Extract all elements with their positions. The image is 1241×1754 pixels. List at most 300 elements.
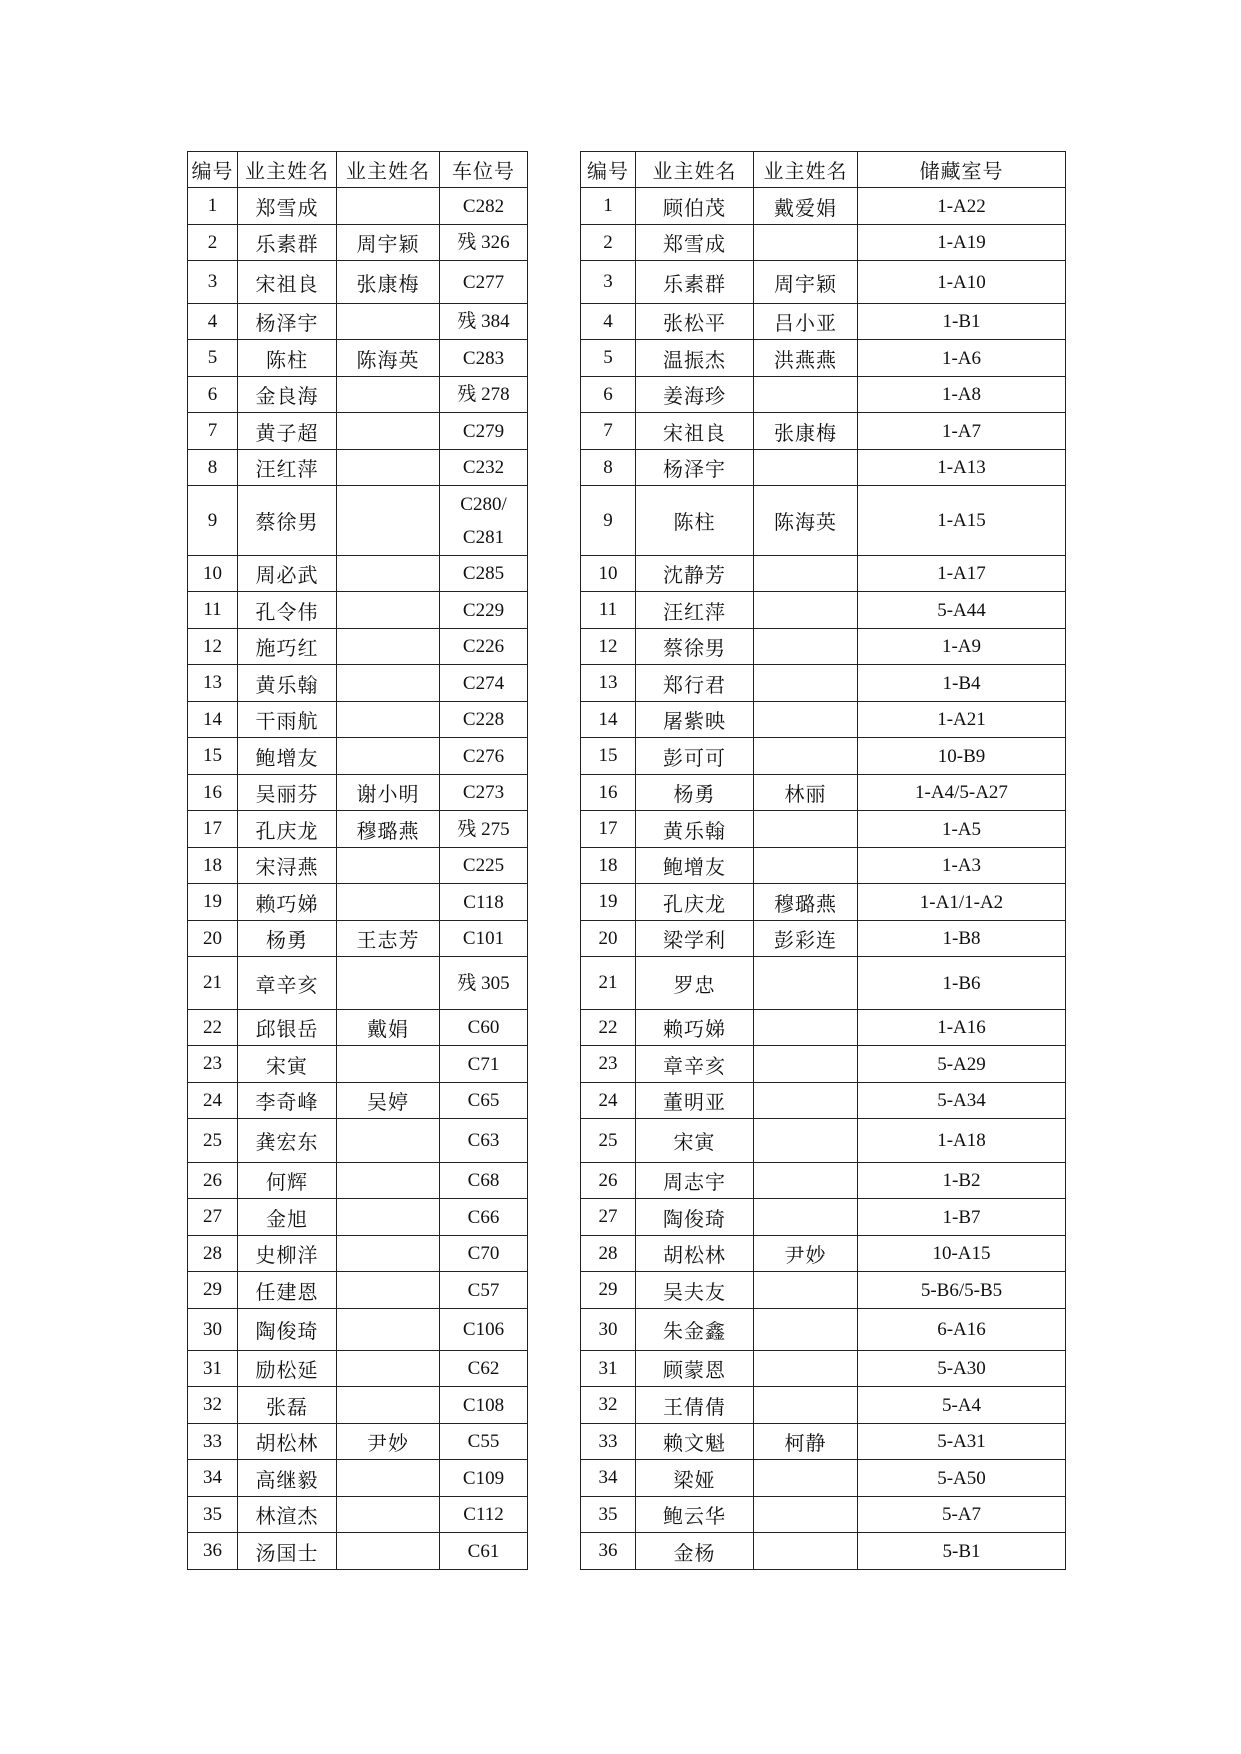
storage-room-number: 5-B1 — [858, 1533, 1066, 1570]
storage-room-number: 1-A13 — [858, 450, 1066, 486]
storage-room-number: 10-A15 — [858, 1236, 1066, 1272]
table-row — [581, 884, 1066, 921]
table-row — [581, 486, 1066, 556]
parking-space-number: 残 326 — [440, 225, 528, 261]
row-number: 22 — [188, 1010, 238, 1046]
co-owner-name: 陈海英 — [754, 486, 858, 556]
co-owner-name — [337, 304, 440, 340]
table-row — [581, 450, 1066, 486]
parking-space-number: C226 — [440, 629, 528, 665]
owner-name: 周志宇 — [636, 1163, 754, 1199]
row-number: 2 — [581, 225, 636, 261]
col-header-co-owner-name: 业主姓名 — [754, 152, 858, 188]
co-owner-name — [337, 1119, 440, 1163]
row-number: 12 — [188, 629, 238, 665]
parking-space-number: C285 — [440, 556, 528, 592]
co-owner-name — [337, 1163, 440, 1199]
owner-name: 孔庆龙 — [238, 811, 337, 848]
co-owner-name — [337, 884, 440, 921]
owner-name: 陶俊琦 — [636, 1199, 754, 1236]
storage-room-number: 5-A29 — [858, 1046, 1066, 1083]
col-header-storage-room: 储藏室号 — [858, 152, 1066, 188]
parking-space-number: 残 384 — [440, 304, 528, 340]
co-owner-name — [337, 665, 440, 702]
parking-space-number: C273 — [440, 775, 528, 811]
storage-room-number: 1-B4 — [858, 665, 1066, 702]
row-number: 31 — [581, 1351, 636, 1387]
owner-name: 章辛亥 — [238, 957, 337, 1010]
table-row — [581, 1533, 1066, 1570]
row-number: 3 — [188, 261, 238, 304]
table-row — [188, 188, 528, 225]
table-row — [188, 921, 528, 957]
table-row — [581, 556, 1066, 592]
row-number: 30 — [581, 1309, 636, 1351]
owner-name: 金良海 — [238, 377, 337, 413]
co-owner-name — [337, 377, 440, 413]
storage-room-number: 1-A21 — [858, 702, 1066, 738]
owner-name: 梁娅 — [636, 1460, 754, 1497]
row-number: 19 — [581, 884, 636, 921]
parking-space-number: C118 — [440, 884, 528, 921]
col-header-number: 编号 — [581, 152, 636, 188]
owner-name: 顾伯茂 — [636, 188, 754, 225]
co-owner-name — [754, 1163, 858, 1199]
table-row — [188, 811, 528, 848]
table-row — [581, 1309, 1066, 1351]
row-number: 12 — [581, 629, 636, 665]
row-number: 10 — [188, 556, 238, 592]
co-owner-name — [337, 188, 440, 225]
row-number: 1 — [188, 188, 238, 225]
co-owner-name — [754, 1309, 858, 1351]
table-row — [188, 1083, 528, 1119]
owner-name: 何辉 — [238, 1163, 337, 1199]
owner-name: 吴夫友 — [636, 1272, 754, 1309]
owner-name: 陈柱 — [636, 486, 754, 556]
row-number: 11 — [188, 592, 238, 629]
owner-name: 金旭 — [238, 1199, 337, 1236]
owner-name: 董明亚 — [636, 1083, 754, 1119]
row-number: 2 — [188, 225, 238, 261]
row-number: 20 — [188, 921, 238, 957]
owner-name: 姜海珍 — [636, 377, 754, 413]
table-row — [188, 592, 528, 629]
table-row — [188, 1236, 528, 1272]
owner-name: 蔡徐男 — [238, 486, 337, 556]
table-row — [188, 702, 528, 738]
row-number: 16 — [581, 775, 636, 811]
co-owner-name: 周宇颖 — [337, 225, 440, 261]
parking-space-number: C101 — [440, 921, 528, 957]
co-owner-name — [754, 1046, 858, 1083]
co-owner-name — [337, 1533, 440, 1570]
co-owner-name — [337, 1351, 440, 1387]
co-owner-name — [754, 738, 858, 775]
row-number: 17 — [188, 811, 238, 848]
owner-name: 任建恩 — [238, 1272, 337, 1309]
co-owner-name — [337, 738, 440, 775]
table-row — [188, 629, 528, 665]
co-owner-name — [754, 225, 858, 261]
owner-name: 顾蒙恩 — [636, 1351, 754, 1387]
owner-name: 龚宏东 — [238, 1119, 337, 1163]
owner-name: 金杨 — [636, 1533, 754, 1570]
row-number: 36 — [188, 1533, 238, 1570]
table-row — [188, 848, 528, 884]
storage-room-number: 1-B7 — [858, 1199, 1066, 1236]
owner-name: 汤国士 — [238, 1533, 337, 1570]
table-row — [581, 1119, 1066, 1163]
owner-name: 杨勇 — [238, 921, 337, 957]
table-row — [581, 225, 1066, 261]
co-owner-name — [337, 1460, 440, 1497]
parking-space-number: C106 — [440, 1309, 528, 1351]
co-owner-name — [754, 1351, 858, 1387]
co-owner-name — [754, 811, 858, 848]
co-owner-name: 尹妙 — [337, 1424, 440, 1460]
row-number: 28 — [188, 1236, 238, 1272]
owner-name: 林渲杰 — [238, 1497, 337, 1533]
storage-room-table — [580, 151, 1066, 1570]
table-row — [188, 665, 528, 702]
table-row — [188, 1460, 528, 1497]
owner-name: 孔令伟 — [238, 592, 337, 629]
parking-space-number: C66 — [440, 1199, 528, 1236]
owner-name: 邱银岳 — [238, 1010, 337, 1046]
storage-room-number: 1-A18 — [858, 1119, 1066, 1163]
owner-name: 屠紫映 — [636, 702, 754, 738]
owner-name: 鲍增友 — [636, 848, 754, 884]
parking-space-number: C279 — [440, 413, 528, 450]
table-row — [188, 486, 528, 556]
table-row — [581, 377, 1066, 413]
owner-name: 宋寅 — [636, 1119, 754, 1163]
storage-room-number: 1-A3 — [858, 848, 1066, 884]
parking-space-number: C62 — [440, 1351, 528, 1387]
table-row — [581, 1199, 1066, 1236]
parking-space-number: C57 — [440, 1272, 528, 1309]
storage-room-number: 1-A8 — [858, 377, 1066, 413]
co-owner-name — [754, 629, 858, 665]
parking-space-number: C55 — [440, 1424, 528, 1460]
owner-name: 宋祖良 — [238, 261, 337, 304]
row-number: 29 — [188, 1272, 238, 1309]
parking-space-number: C71 — [440, 1046, 528, 1083]
row-number: 13 — [581, 665, 636, 702]
table-row — [188, 1351, 528, 1387]
storage-room-number: 5-A31 — [858, 1424, 1066, 1460]
owner-name: 周必武 — [238, 556, 337, 592]
row-number: 14 — [581, 702, 636, 738]
owner-name: 陈柱 — [238, 340, 337, 377]
row-number: 15 — [581, 738, 636, 775]
row-number: 33 — [581, 1424, 636, 1460]
row-number: 16 — [188, 775, 238, 811]
row-number: 7 — [188, 413, 238, 450]
owner-name: 宋浔燕 — [238, 848, 337, 884]
owner-name: 杨泽宇 — [636, 450, 754, 486]
row-number: 18 — [188, 848, 238, 884]
table-row — [188, 1424, 528, 1460]
storage-room-number: 1-A5 — [858, 811, 1066, 848]
owner-name: 黄子超 — [238, 413, 337, 450]
owner-name: 张磊 — [238, 1387, 337, 1424]
storage-room-number: 10-B9 — [858, 738, 1066, 775]
storage-room-number: 1-A10 — [858, 261, 1066, 304]
table-row — [188, 1119, 528, 1163]
storage-room-number: 1-B1 — [858, 304, 1066, 340]
co-owner-name: 周宇颖 — [754, 261, 858, 304]
co-owner-name: 穆璐燕 — [337, 811, 440, 848]
parking-space-number: C228 — [440, 702, 528, 738]
row-number: 6 — [188, 377, 238, 413]
co-owner-name: 林丽 — [754, 775, 858, 811]
table-row — [188, 450, 528, 486]
co-owner-name — [754, 556, 858, 592]
co-owner-name — [337, 450, 440, 486]
row-number: 9 — [581, 486, 636, 556]
row-number: 33 — [188, 1424, 238, 1460]
table-row — [581, 340, 1066, 377]
co-owner-name — [337, 702, 440, 738]
co-owner-name — [754, 848, 858, 884]
row-number: 23 — [188, 1046, 238, 1083]
co-owner-name: 张康梅 — [337, 261, 440, 304]
owner-name: 梁学利 — [636, 921, 754, 957]
row-number: 26 — [188, 1163, 238, 1199]
co-owner-name: 戴爱娟 — [754, 188, 858, 225]
col-header-number: 编号 — [188, 152, 238, 188]
row-number: 13 — [188, 665, 238, 702]
storage-room-number: 1-A1/1-A2 — [858, 884, 1066, 921]
co-owner-name — [754, 1010, 858, 1046]
storage-room-number: 1-A9 — [858, 629, 1066, 665]
co-owner-name: 洪燕燕 — [754, 340, 858, 377]
owner-name: 乐素群 — [636, 261, 754, 304]
owner-name: 黄乐翰 — [238, 665, 337, 702]
table-header-row — [581, 152, 1066, 188]
owner-name: 杨勇 — [636, 775, 754, 811]
row-number: 30 — [188, 1309, 238, 1351]
co-owner-name — [754, 1387, 858, 1424]
row-number: 21 — [581, 957, 636, 1010]
parking-space-number: C70 — [440, 1236, 528, 1272]
co-owner-name — [754, 1533, 858, 1570]
parking-space-number: 残 305 — [440, 957, 528, 1010]
co-owner-name — [754, 450, 858, 486]
co-owner-name: 穆璐燕 — [754, 884, 858, 921]
co-owner-name — [754, 592, 858, 629]
row-number: 22 — [581, 1010, 636, 1046]
row-number: 7 — [581, 413, 636, 450]
parking-space-number: C283 — [440, 340, 528, 377]
table-row — [188, 957, 528, 1010]
row-number: 31 — [188, 1351, 238, 1387]
owner-name: 汪红萍 — [636, 592, 754, 629]
parking-space-number: C229 — [440, 592, 528, 629]
table-row — [581, 1497, 1066, 1533]
owner-name: 宋祖良 — [636, 413, 754, 450]
owner-name: 黄乐翰 — [636, 811, 754, 848]
co-owner-name: 柯静 — [754, 1424, 858, 1460]
owner-name: 蔡徐男 — [636, 629, 754, 665]
storage-room-number: 6-A16 — [858, 1309, 1066, 1351]
row-number: 26 — [581, 1163, 636, 1199]
co-owner-name — [754, 1083, 858, 1119]
row-number: 24 — [581, 1083, 636, 1119]
owner-name: 李奇峰 — [238, 1083, 337, 1119]
table-row — [581, 775, 1066, 811]
storage-room-number: 1-A16 — [858, 1010, 1066, 1046]
co-owner-name: 彭彩连 — [754, 921, 858, 957]
storage-room-number: 1-A19 — [858, 225, 1066, 261]
co-owner-name — [337, 1046, 440, 1083]
table-header-row — [188, 152, 528, 188]
co-owner-name: 尹妙 — [754, 1236, 858, 1272]
table-row — [581, 921, 1066, 957]
co-owner-name — [754, 377, 858, 413]
owner-name: 吴丽芬 — [238, 775, 337, 811]
row-number: 5 — [581, 340, 636, 377]
table-row — [581, 957, 1066, 1010]
row-number: 10 — [581, 556, 636, 592]
table-row — [188, 1010, 528, 1046]
table-row — [581, 702, 1066, 738]
co-owner-name — [754, 1497, 858, 1533]
co-owner-name — [337, 848, 440, 884]
table-row — [581, 738, 1066, 775]
table-row — [581, 1236, 1066, 1272]
parking-space-number: C282 — [440, 188, 528, 225]
table-row — [188, 556, 528, 592]
table-row — [581, 1163, 1066, 1199]
parking-space-table — [187, 151, 528, 1570]
table-row — [581, 1272, 1066, 1309]
table-row — [581, 304, 1066, 340]
row-number: 17 — [581, 811, 636, 848]
row-number: 32 — [581, 1387, 636, 1424]
owner-name: 朱金鑫 — [636, 1309, 754, 1351]
parking-space-number: C108 — [440, 1387, 528, 1424]
co-owner-name: 张康梅 — [754, 413, 858, 450]
co-owner-name — [754, 1199, 858, 1236]
table-row — [188, 1163, 528, 1199]
row-number: 5 — [188, 340, 238, 377]
co-owner-name: 谢小明 — [337, 775, 440, 811]
owner-name: 杨泽宇 — [238, 304, 337, 340]
storage-room-number: 1-A17 — [858, 556, 1066, 592]
owner-name: 郑行君 — [636, 665, 754, 702]
parking-space-number: C63 — [440, 1119, 528, 1163]
parking-space-number: C277 — [440, 261, 528, 304]
parking-space-number: C68 — [440, 1163, 528, 1199]
table-row — [188, 1497, 528, 1533]
owner-name: 高继毅 — [238, 1460, 337, 1497]
owner-name: 汪红萍 — [238, 450, 337, 486]
table-row — [188, 1046, 528, 1083]
co-owner-name — [337, 1497, 440, 1533]
parking-space-number: C109 — [440, 1460, 528, 1497]
table-row — [188, 377, 528, 413]
co-owner-name: 戴娟 — [337, 1010, 440, 1046]
co-owner-name — [337, 1236, 440, 1272]
table-row — [581, 848, 1066, 884]
table-row — [188, 261, 528, 304]
owner-name: 施巧红 — [238, 629, 337, 665]
owner-name: 王倩倩 — [636, 1387, 754, 1424]
table-row — [188, 775, 528, 811]
parking-space-number: C232 — [440, 450, 528, 486]
parking-space-number: C61 — [440, 1533, 528, 1570]
row-number: 3 — [581, 261, 636, 304]
table-row — [188, 1533, 528, 1570]
table-row — [188, 738, 528, 775]
parking-space-number: 残 278 — [440, 377, 528, 413]
parking-space-number: C274 — [440, 665, 528, 702]
row-number: 29 — [581, 1272, 636, 1309]
row-number: 4 — [581, 304, 636, 340]
co-owner-name: 陈海英 — [337, 340, 440, 377]
owner-name: 鲍云华 — [636, 1497, 754, 1533]
parking-space-number: 残 275 — [440, 811, 528, 848]
row-number: 34 — [188, 1460, 238, 1497]
owner-name: 史柳洋 — [238, 1236, 337, 1272]
table-row — [581, 1424, 1066, 1460]
storage-room-number: 5-A34 — [858, 1083, 1066, 1119]
owner-name: 赖巧娣 — [636, 1010, 754, 1046]
owner-name: 宋寅 — [238, 1046, 337, 1083]
parking-space-number: C276 — [440, 738, 528, 775]
owner-name: 鲍增友 — [238, 738, 337, 775]
co-owner-name — [754, 1272, 858, 1309]
owner-name: 陶俊琦 — [238, 1309, 337, 1351]
storage-room-number: 1-A22 — [858, 188, 1066, 225]
co-owner-name — [337, 1272, 440, 1309]
table-row — [188, 1387, 528, 1424]
row-number: 11 — [581, 592, 636, 629]
row-number: 1 — [581, 188, 636, 225]
storage-room-number: 5-A30 — [858, 1351, 1066, 1387]
owner-name: 乐素群 — [238, 225, 337, 261]
owner-name: 赖文魁 — [636, 1424, 754, 1460]
co-owner-name — [337, 556, 440, 592]
table-row — [581, 1083, 1066, 1119]
storage-room-number: 5-A4 — [858, 1387, 1066, 1424]
table-row — [188, 340, 528, 377]
owner-name: 罗忠 — [636, 957, 754, 1010]
table-row — [581, 1351, 1066, 1387]
table-row — [581, 665, 1066, 702]
co-owner-name — [337, 957, 440, 1010]
storage-room-number: 1-A7 — [858, 413, 1066, 450]
owner-name: 郑雪成 — [238, 188, 337, 225]
co-owner-name — [754, 1119, 858, 1163]
row-number: 4 — [188, 304, 238, 340]
storage-room-number: 1-B2 — [858, 1163, 1066, 1199]
parking-space-number: C112 — [440, 1497, 528, 1533]
owner-name: 赖巧娣 — [238, 884, 337, 921]
co-owner-name — [337, 1387, 440, 1424]
table-row — [188, 304, 528, 340]
row-number: 27 — [581, 1199, 636, 1236]
table-row — [581, 811, 1066, 848]
co-owner-name — [754, 702, 858, 738]
owner-name: 励松延 — [238, 1351, 337, 1387]
table-row — [581, 1387, 1066, 1424]
table-row — [581, 261, 1066, 304]
co-owner-name — [754, 1460, 858, 1497]
